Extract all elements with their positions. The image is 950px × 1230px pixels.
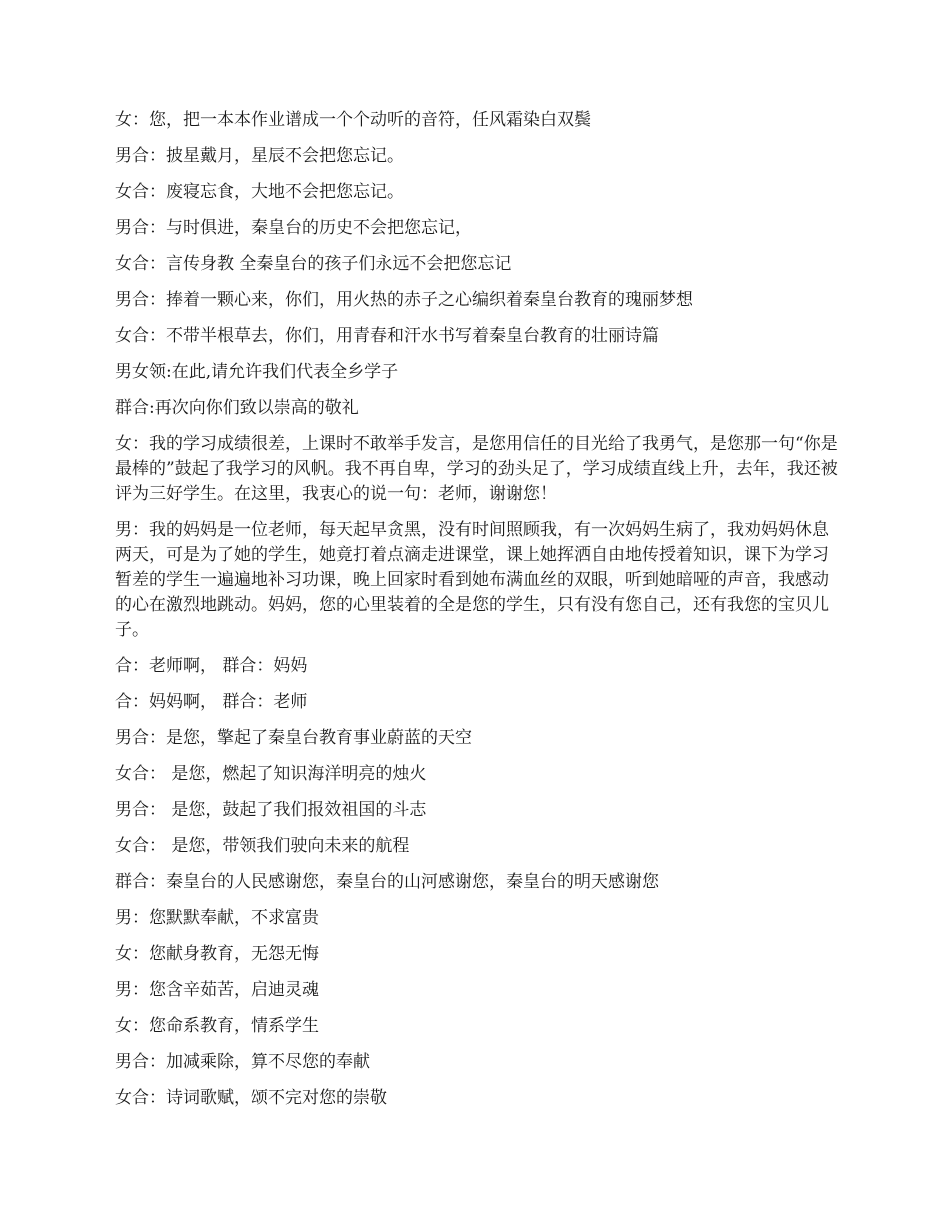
paragraph-2: 男合：披星戴月，星辰不会把您忘记。 — [115, 146, 404, 166]
paragraph-19: 男：您默默奉献，不求富贵 — [115, 908, 319, 928]
document-body — [115, 108, 840, 1122]
paragraph-5: 女合：言传身教 全秦皇台的孩子们永远不会把您忘记 — [115, 254, 512, 274]
paragraph-16: 男合： 是您，鼓起了我们报效祖国的斗志 — [115, 800, 427, 820]
paragraph-1: 女：您，把一本本作业谱成一个个动听的音符，任风霜染白双鬓 — [115, 110, 591, 130]
paragraph-24: 女合：诗词歌赋，颂不完对您的崇敬 — [115, 1088, 387, 1108]
paragraph-11: 男：我的妈妈是一位老师，每天起早贪黑，没有时间照顾我，有一次妈妈生病了，我劝妈妈休息两天，可是为了她的学生，她竟打着点滴走进课堂，课上她挥洒自由地传授着知识，课下为学习暂差的学生一遍遍地补习功课，晚上回家时看到她布满血丝的双眼，听到她暗哑的声音，我感动的心在激烈地跳动。妈妈，您的心里装着的全是您的学生，只有没有您自己，还有我您的宝贝儿子。 — [115, 520, 829, 640]
paragraph-10: 女：我的学习成绩很差，上课时不敢举手发言，是您用信任的目光给了我勇气，是您那一句“你是最棒的”鼓起了我学习的风帆。我不再自卑，学习的劲头足了，学习成绩直线上升，去年，我还被评为三好学生。在这里，我衷心的说一句：老师，谢谢您！ — [115, 434, 838, 504]
paragraph-8: 男女领:在此,请允许我们代表全乡学子 — [115, 362, 399, 382]
paragraph-6: 男合：捧着一颗心来，你们，用火热的赤子之心编织着秦皇台教育的瑰丽梦想 — [115, 290, 693, 310]
paragraph-15: 女合： 是您，燃起了知识海洋明亮的烛火 — [115, 764, 427, 784]
paragraph-3: 女合：废寝忘食，大地不会把您忘记。 — [115, 182, 404, 202]
paragraph-22: 女：您命系教育，情系学生 — [115, 1016, 319, 1036]
paragraph-13: 合：妈妈啊， 群合：老师 — [115, 692, 308, 712]
paragraph-7: 女合：不带半根草去，你们，用青春和汗水书写着秦皇台教育的壮丽诗篇 — [115, 326, 659, 346]
paragraph-9: 群合:再次向你们致以崇高的敬礼 — [115, 398, 359, 418]
paragraph-14: 男合：是您，擎起了秦皇台教育事业蔚蓝的天空 — [115, 728, 472, 748]
paragraph-18: 群合：秦皇台的人民感谢您，秦皇台的山河感谢您，秦皇台的明天感谢您 — [115, 872, 659, 892]
paragraph-23: 男合：加减乘除，算不尽您的奉献 — [115, 1052, 370, 1072]
paragraph-4: 男合：与时俱进，秦皇台的历史不会把您忘记， — [115, 218, 472, 238]
paragraph-12: 合：老师啊， 群合：妈妈 — [115, 656, 308, 676]
paragraph-20: 女：您献身教育，无怨无悔 — [115, 944, 319, 964]
paragraph-21: 男：您含辛茹苦，启迪灵魂 — [115, 980, 319, 1000]
paragraph-17: 女合： 是您，带领我们驶向未来的航程 — [115, 836, 410, 856]
